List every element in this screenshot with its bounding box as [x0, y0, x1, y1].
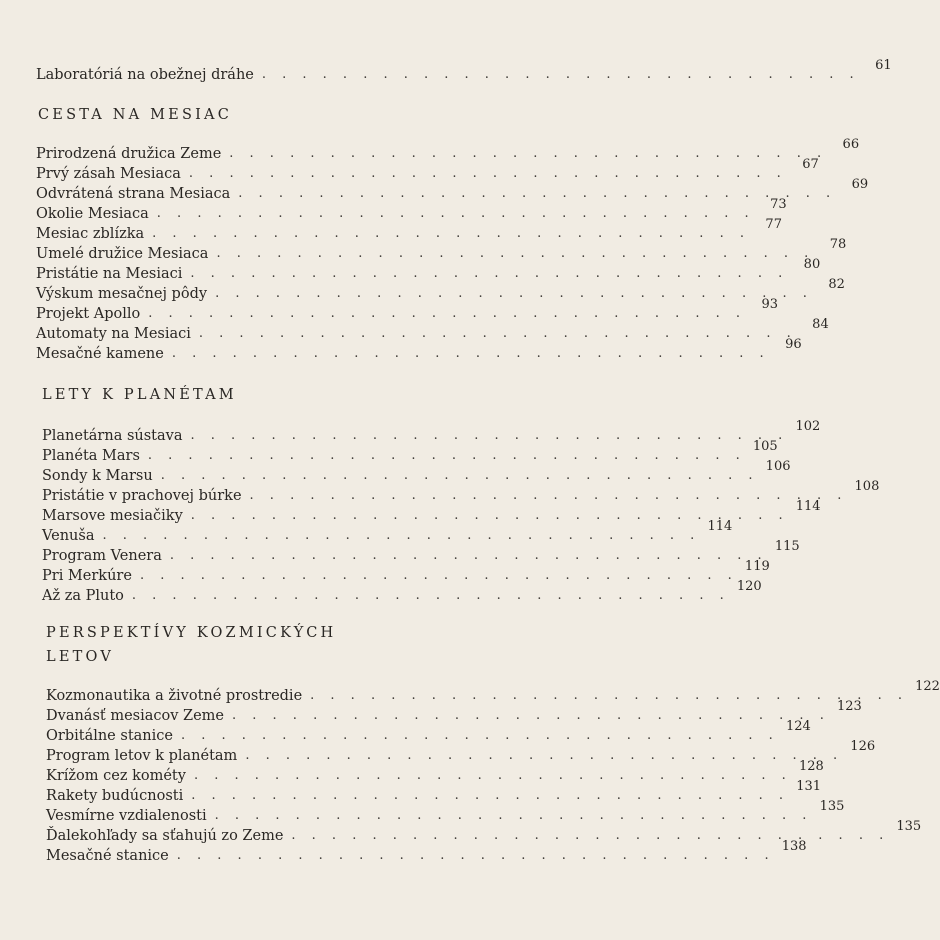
leader-dots: . . . . . . . . . . . . . . . . . . . . . . . . . . . . . . [245, 748, 844, 763]
toc-entry-title: Krížom cez kométy [46, 768, 186, 784]
toc-entry-page: 78 [829, 237, 847, 252]
leader-dots: . . . . . . . . . . . . . . . . . . . . . . . . . . . . . . [147, 448, 746, 463]
toc-entry-title: Program letov k planétam [46, 748, 238, 764]
toc-entry [46, 759, 824, 785]
toc-entry [36, 177, 869, 203]
toc-entry-title: Orbitálne stanice [46, 728, 173, 744]
toc-entry [42, 499, 821, 525]
toc-entry-page: 61 [875, 58, 892, 73]
toc-entry-title: Projekt Apollo [36, 306, 141, 322]
toc-entry-page: 105 [752, 439, 778, 454]
toc-entry-page: 128 [798, 759, 824, 774]
toc-entry-page: 96 [785, 337, 802, 352]
toc-entry-page: 114 [707, 519, 733, 534]
toc-entry-title: Dvanásť mesiacov Zeme [46, 708, 225, 724]
leader-dots: . . . . . . . . . . . . . . . . . . . . . . . . . . . . . . [229, 146, 828, 161]
toc-entry [42, 539, 800, 565]
leader-dots: . . . . . . . . . . . . . . . . . . . . . . . . . . . . . . [215, 286, 813, 301]
toc-entry [42, 519, 733, 545]
leader-dots: . . . . . . . . . . . . . . . . . . . . . . . . . . . . . . [169, 548, 768, 563]
toc-entry-page: 126 [850, 739, 876, 754]
toc-entry-page: 108 [854, 479, 880, 494]
toc-entry-page: 67 [802, 157, 819, 172]
toc-entry [46, 679, 940, 705]
toc-entry-page: 84 [812, 317, 829, 332]
toc-entry [36, 257, 821, 283]
toc-entry [36, 237, 847, 263]
toc-entry-title: Sondy k Marsu [42, 468, 153, 484]
toc-entry [36, 317, 829, 343]
toc-entry [36, 277, 845, 303]
leader-dots: . . . . . . . . . . . . . . . . . . . . . . . . . . . . . . [156, 206, 755, 221]
section-heading-continued: LETOV [46, 649, 114, 665]
leader-dots: . . . . . . . . . . . . . . . . . . . . . . . . . . . . . . [190, 266, 789, 281]
toc-entry [36, 217, 782, 243]
toc-entry-title: Mesačné kamene [36, 346, 164, 362]
leader-dots: . . . . . . . . . . . . . . . . . . . . . . . . . . . . . . [193, 768, 792, 783]
leader-dots: . . . . . . . . . . . . . . . . . . . . . . . . . . . . . . [152, 226, 750, 241]
toc-entry [42, 419, 821, 445]
leader-dots: . . . . . . . . . . . . . . . . . . . . . . . . . . . . . . [131, 588, 730, 603]
toc-entry-title: Okolie Mesiaca [36, 206, 149, 222]
toc-entry-title: Automaty na Mesiaci [36, 326, 191, 342]
toc-entry-title: Umelé družice Mesiaca [36, 246, 209, 262]
section-heading: CESTA NA MESIAC [38, 107, 232, 123]
toc-entry-title: Mesiac zblízka [36, 226, 145, 242]
toc-entry-page: 102 [795, 419, 821, 434]
toc-entry-page: 123 [837, 699, 862, 714]
leader-dots: . . . . . . . . . . . . . . . . . . . . . . . . . . . . . . [291, 828, 890, 843]
toc-entry [36, 337, 802, 363]
toc-entry-page: 135 [819, 799, 845, 814]
leader-dots: . . . . . . . . . . . . . . . . . . . . . . . . . . . . . . [160, 468, 759, 483]
leader-dots: . . . . . . . . . . . . . . . . . . . . . . . . . . . . . . [310, 688, 908, 703]
toc-entry-page: 69 [851, 177, 869, 192]
toc-entry-title: Pristátie v prachovej búrke [42, 488, 242, 504]
toc-entry-page: 106 [765, 459, 791, 474]
toc-entry-title: Prvý zásah Mesiaca [36, 166, 181, 182]
leader-dots: . . . . . . . . . . . . . . . . . . . . . . . . . . . . . . [238, 186, 837, 201]
leader-dots: . . . . . . . . . . . . . . . . . . . . . . . . . . . . . . [190, 428, 789, 443]
toc-entry-page: 114 [795, 499, 821, 514]
toc-entry-title: Ďalekohľady sa sťahujú zo Zeme [46, 828, 284, 844]
toc-entry [42, 459, 791, 485]
toc-entry-page: 80 [803, 257, 821, 272]
toc-entry-title: Prirodzená družica Zeme [36, 146, 222, 162]
toc-entry-title: Rakety budúcnosti [46, 788, 184, 804]
toc-entry-title: Planéta Mars [42, 448, 140, 464]
toc-entry-title: Laboratóriá na obežnej dráhe [36, 67, 254, 83]
toc-entry [42, 559, 770, 585]
leader-dots: . . . . . . . . . . . . . . . . . . . . . . . . . . . . . . [249, 488, 848, 503]
leader-dots: . . . . . . . . . . . . . . . . . . . . . . . . . . . . . . [188, 166, 787, 181]
leader-dots: . . . . . . . . . . . . . . . . . . . . . . . . . . . . . . [232, 708, 830, 723]
leader-dots: . . . . . . . . . . . . . . . . . . . . . . . . . . . . . . [176, 848, 775, 863]
toc-entry [46, 719, 811, 745]
toc-entry-page: 66 [842, 137, 860, 152]
toc-entry [42, 579, 762, 605]
toc-entry [46, 819, 922, 845]
toc-entry-title: Vesmírne vzdialenosti [46, 808, 207, 824]
toc-entry-title: Až za Pluto [42, 588, 124, 604]
toc-entry [46, 699, 862, 725]
toc-entry-page: 131 [796, 779, 822, 794]
leader-dots: . . . . . . . . . . . . . . . . . . . . . . . . . . . . . . [216, 246, 815, 261]
toc-entry-page: 82 [828, 277, 845, 292]
toc-entry-title: Planetárna sústava [42, 428, 183, 444]
toc-entry [42, 439, 778, 465]
toc-entry-title: Pri Merkúre [42, 568, 132, 584]
toc-entry [46, 839, 807, 865]
toc-entry-title: Kozmonautika a životné prostredie [46, 688, 303, 704]
toc-entry [46, 739, 876, 765]
leader-dots: . . . . . . . . . . . . . . . . . . . . . . . . . . . . . . [190, 508, 789, 523]
toc-entry-page: 115 [774, 539, 800, 554]
toc-entry-title: Mesačné stanice [46, 848, 169, 864]
leader-dots: . . . . . . . . . . . . . . . . . . . . . . . . . . . . . . [171, 346, 770, 361]
toc-entry-title: Venuša [42, 528, 95, 544]
leader-dots: . . . . . . . . . . . . . . . . . . . . . . . . . . . . . . [198, 326, 797, 341]
toc-entry-title: Pristátie na Mesiaci [36, 266, 183, 282]
toc-entry-title: Výskum mesačnej pôdy [36, 286, 208, 302]
leader-dots: . . . . . . . . . . . . . . . . . . . . . . . . . . . . . . [261, 67, 860, 82]
toc-entry-page: 119 [744, 559, 770, 574]
toc-entry-page: 122 [915, 679, 940, 694]
toc-entry-page: 138 [781, 839, 807, 854]
leader-dots: . . . . . . . . . . . . . . . . . . . . . . . . . . . . . . [148, 306, 747, 321]
leader-dots: . . . . . . . . . . . . . . . . . . . . . . . . . . . . . . [102, 528, 701, 543]
toc-entry-title: Odvrátená strana Mesiaca [36, 186, 231, 202]
toc-entry-page: 93 [761, 297, 779, 312]
leader-dots: . . . . . . . . . . . . . . . . . . . . . . . . . . . . . . [191, 788, 790, 803]
toc-entry-title: Program Venera [42, 548, 162, 564]
toc-entry-page: 120 [736, 579, 762, 594]
toc-entry [36, 197, 787, 223]
toc-entry-page: 73 [770, 197, 787, 212]
toc-entry [36, 58, 892, 84]
toc-entry [42, 479, 880, 505]
toc-entry [36, 157, 819, 183]
toc-entry-title: Marsove mesiačiky [42, 508, 183, 524]
leader-dots: . . . . . . . . . . . . . . . . . . . . . . . . . . . . . . [139, 568, 738, 583]
toc-entry-page: 77 [765, 217, 782, 232]
toc-entry [36, 297, 779, 323]
section-heading: PERSPEKTÍVY KOZMICKÝCH [46, 625, 337, 641]
toc-entry [36, 137, 860, 163]
section-heading: LETY K PLANÉTAM [42, 387, 237, 403]
toc-entry [46, 799, 845, 825]
toc-entry-page: 124 [785, 719, 811, 734]
toc-entry-page: 135 [896, 819, 922, 834]
leader-dots: . . . . . . . . . . . . . . . . . . . . . . . . . . . . . . [180, 728, 779, 743]
leader-dots: . . . . . . . . . . . . . . . . . . . . . . . . . . . . . . [214, 808, 813, 823]
toc-entry [46, 779, 822, 805]
